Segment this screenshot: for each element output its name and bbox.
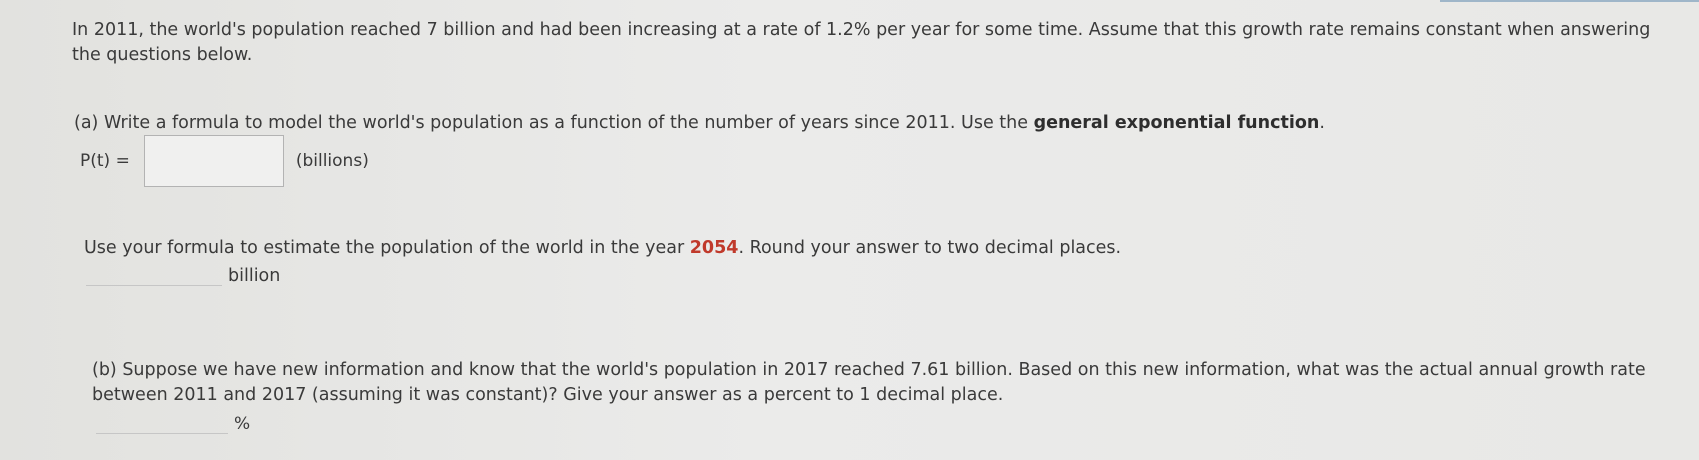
formula-row — [80, 134, 369, 188]
growth-rate-input[interactable] — [96, 410, 228, 434]
part-a-prompt-bold: general exponential function — [1033, 113, 1320, 133]
estimate-unit: billion — [228, 266, 281, 286]
growth-rate-unit: % — [234, 414, 251, 434]
estimate-year: 2054 — [689, 238, 739, 258]
estimate-answer-row — [86, 262, 280, 286]
part-a-prompt-end: . — [1319, 113, 1325, 133]
estimate-input[interactable] — [86, 262, 222, 286]
growth-answer-row — [96, 410, 250, 434]
intro-text: In 2011, the world's population reached 7 billion and had been increasing at a rate of 1.2% per year for some time. Assume that this growth rate remains constant when answering the questions below. — [72, 20, 1651, 65]
part-b-prompt: (b) Suppose we have new information and know that the world's population in 2017 reached 7.61 billion. Based on this new information, what was the actual annual growth rate between 2011 and 2017 (assuming it was constant)? Give your answer as a percent to 1 decimal place. — [92, 360, 1646, 405]
top-divider — [1440, 0, 1699, 2]
estimate-prompt — [84, 238, 1121, 258]
estimate-prompt-end: . Round your answer to two decimal places. — [738, 238, 1122, 258]
part-a-prompt — [74, 113, 1325, 133]
part-a-prompt-start: (a) Write a formula to model the world's population as a function of the number of years since 2011. Use the — [74, 113, 1034, 133]
formula-label: P(t) = — [80, 151, 130, 171]
estimate-prompt-start: Use your formula to estimate the population of the world in the year — [84, 238, 690, 258]
formula-unit: (billions) — [295, 151, 369, 171]
formula-input[interactable] — [144, 135, 284, 187]
